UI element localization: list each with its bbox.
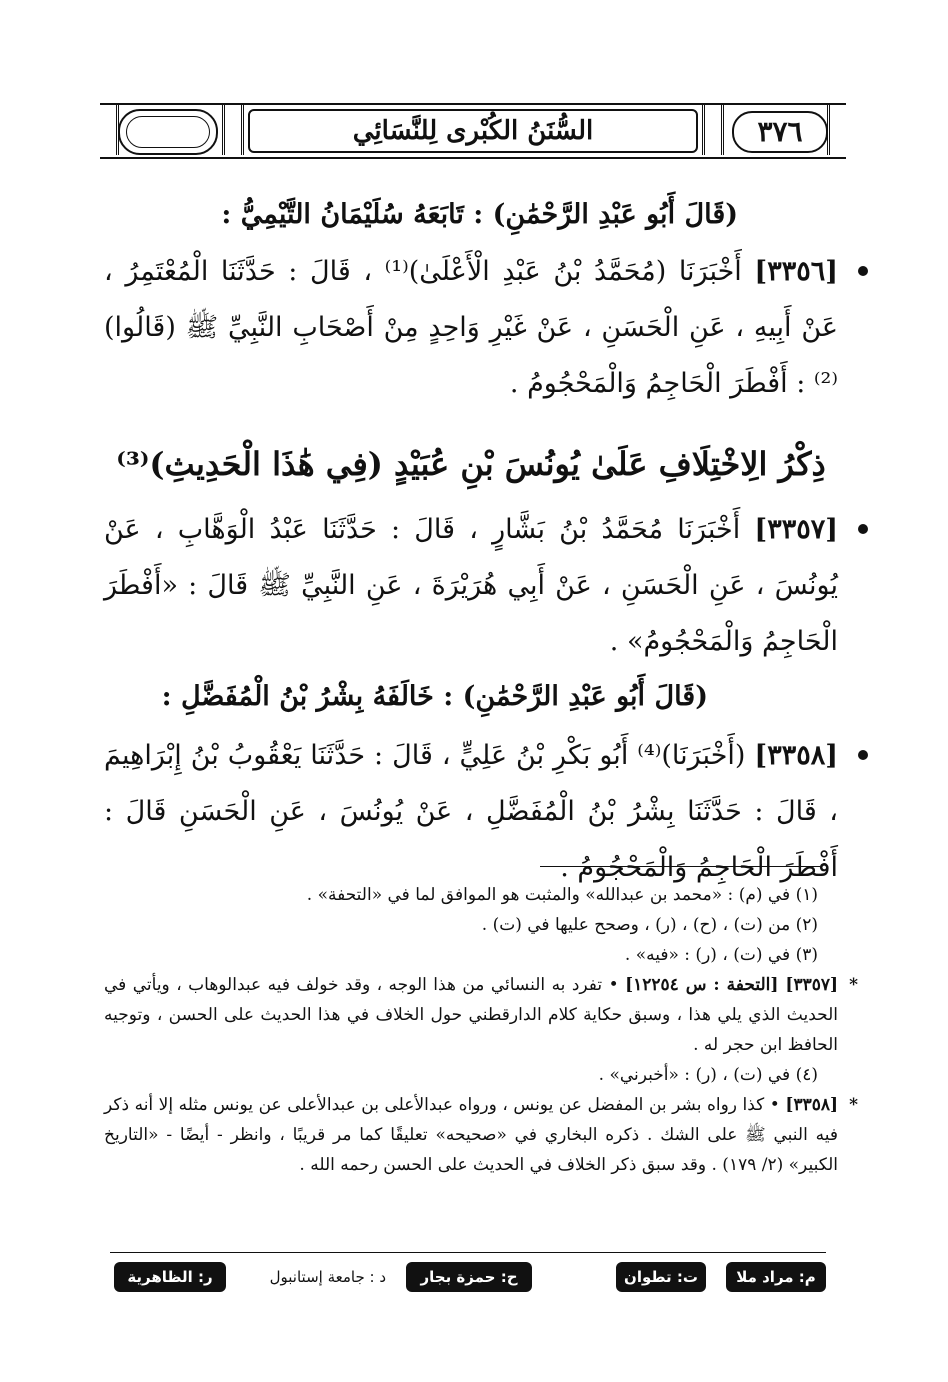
footnote-1: (١) في (م) : «محمد بن عبدالله» والمثبت هو الموافق لما في «التحفة» . [306,885,818,905]
hadith-3357 [104,502,838,670]
hadith-text: (أَخْبَرَنَا)⁽⁴⁾ أَبُو بَكْرِ بْنُ عَلِيٍّ ، قَالَ : حَدَّثَنَا يَعْقُوبُ بْنُ إِبْرَاهِيمَ ، قَالَ : حَدَّثَنَا بِشْرُ بْنُ الْمُفَضَّلِ ، عَنْ يُونُسَ ، عَنِ الْحَسَنِ قَالَ : أَفْطَرَ الْحَاجِمُ وَالْمَحْجُومُ . [104,740,838,883]
hadith-3358 [104,728,838,896]
hadith-number: [٣٣٥٨] [754,740,838,771]
siglum-m-badge: م: مراد ملا [726,1262,826,1292]
footer-rule [110,1252,826,1253]
bullet-icon [858,524,868,534]
bullet-icon [858,266,868,276]
footnote-4: (٤) في (ت) ، (ر) : «أخبرني» . [598,1065,818,1085]
chapter-title: ذِكْرُ الِاخْتِلَافِ عَلَىٰ يُونُسَ بْنِ عُبَيْدٍ (فِي هَٰذَا الْحَدِيثِ)⁽³⁾ [116,445,826,483]
ornament-divider-left [222,105,244,155]
bullet-icon [858,750,868,760]
siglum-r-badge: ر: الظاهرية [114,1262,226,1292]
hadith-text: أَخْبَرَنَا (مُحَمَّدُ بْنُ عَبْدِ الْأَعْلَىٰ)⁽¹⁾ ، قَالَ : حَدَّثَنَا الْمُعْتَمِرُ ، عَنْ أَبِيهِ ، عَنِ الْحَسَنِ ، عَنْ غَيْرِ وَاحِدٍ مِنْ أَصْحَابِ النَّبِيِّ ﷺ (قَالُوا)⁽²⁾ : أَفْطَرَ الْحَاجِمُ وَالْمَحْجُومُ . [104,256,838,399]
siglum-t-badge: ت: تطوان [616,1262,706,1292]
right-ornament [827,105,846,155]
footnote-3: (٣) في (ت) ، (ر) : «فيه» . [624,945,818,965]
hadith-text: أَخْبَرَنَا مُحَمَّدُ بْنُ بَشَّارٍ ، قَالَ : حَدَّثَنَا عَبْدُ الْوَهَّابِ ، عَنْ يُونُسَ ، عَنِ الْحَسَنِ ، عَنْ أَبِي هُرَيْرَةَ ، عَنِ النَّبِيِّ ﷺ قَالَ : «أَفْطَرَ الْحَاجِمُ وَالْمَحْجُومُ» . [104,514,838,657]
siglum-h-badge: ح: حمزة بجار الله [406,1262,532,1292]
footnotes [104,880,858,1180]
qala-abu-abdurrahman-1: (قَالَ أَبُو عَبْدِ الرَّحْمَٰنِ) : تَابَعَهُ سُلَيْمَانُ التَّيْمِيُّ : [221,199,738,230]
takhrij-text: • كذا رواه بشر بن المفضل عن يونس ، ورواه عبدالأعلى بن عبدالأعلى عن يونس مثله إلا أنه ذكر فيه النبي ﷺ على الشك . ذكره البخاري في «صحيحه» تعليقًا كما مر قريبًا ، وانظر - أيضًا - «التاريخ الكبير» (٢/ ١٧٩) . وقد سبق ذكر الخلاف في الحديث على الحسن رحمه الله . [104,1095,838,1175]
page-header [100,103,846,159]
takhrij-3358 [104,1090,858,1180]
siglum-d-label: د : جامعة إستانبول [269,1268,386,1286]
takhrij-text: • تفرد به النسائي من هذا الوجه ، وقد خولف فيه عبدالوهاب ، ويأتي في الحديث الذي يلي هذا ، وسبق حكاية كلام الدارقطني حول الخلاف في هذا الحديث على الحسن ، وتوجيه الحافظ ابن حجر له . [104,975,838,1055]
page-number: ٣٧٦ [732,111,828,153]
hadith-3356 [104,244,838,412]
footnote-2: (٢) من (ت) ، (ح) ، (ر) ، وصحح عليها في (ت) . [481,915,818,935]
main-text [104,190,838,896]
takhrij-head: [٣٣٥٧] [التحفة : س ١٢٢٥٤] [625,975,839,995]
book-logo-emblem [118,109,218,155]
qala-abu-abdurrahman-2: (قَالَ أَبُو عَبْدِ الرَّحْمَٰنِ) : خَالَفَهُ بِشْرُ بْنُ الْمُفَضَّلِ : [161,681,708,712]
book-title: السُّنَنُ الكُبْرى لِلنَّسَائِي [248,109,698,153]
manuscript-sigla-footer [112,1262,826,1316]
left-ornament [100,105,119,155]
ornament-divider-right [702,105,724,155]
star-icon: * [849,1095,858,1115]
footnote-separator [540,866,820,867]
takhrij-3357 [104,970,858,1060]
takhrij-head: [٣٣٥٨] [785,1095,839,1115]
hadith-number: [٣٣٥٧] [754,514,838,545]
hadith-number: [٣٣٥٦] [754,256,838,287]
star-icon: * [849,975,858,995]
